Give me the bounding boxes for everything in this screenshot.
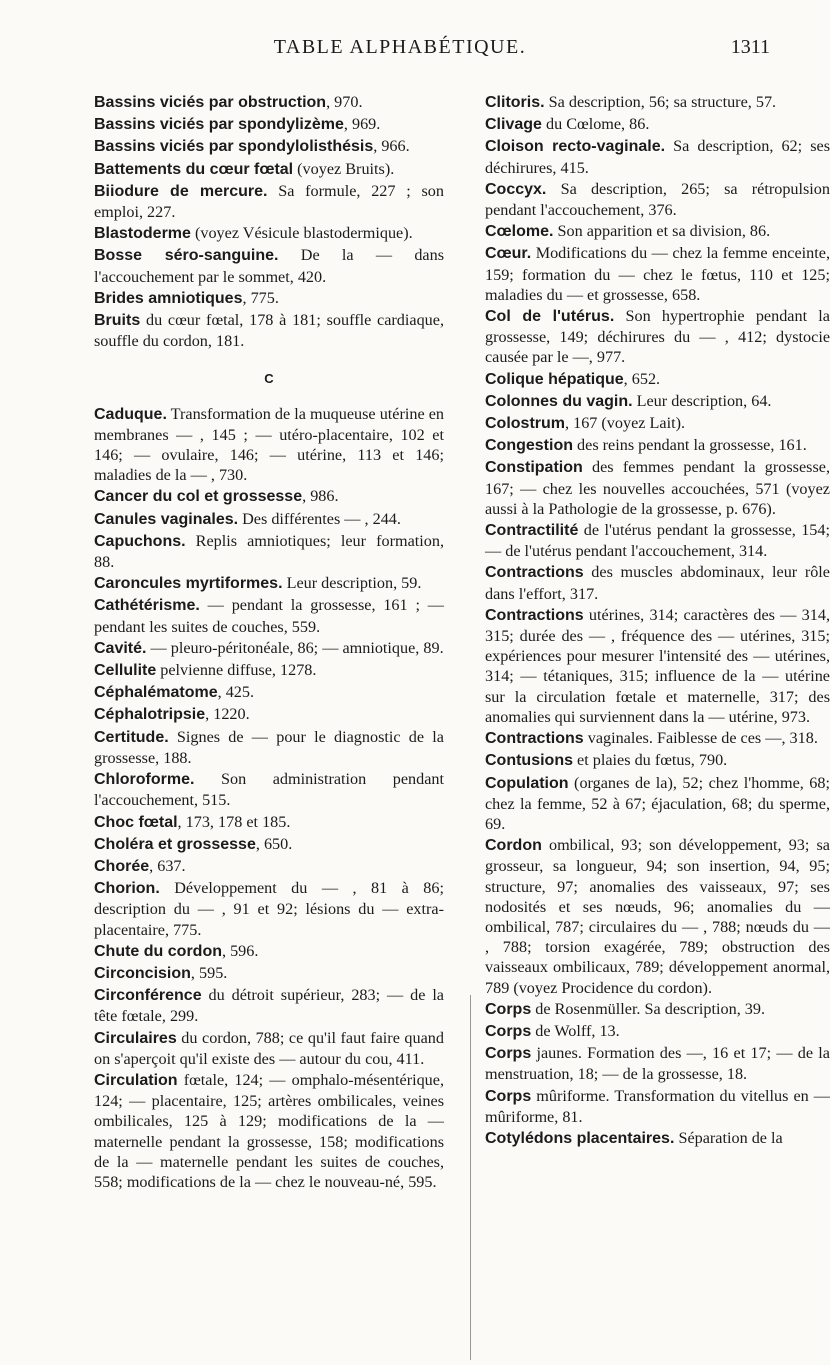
index-entry (485, 221, 830, 242)
index-entry (485, 457, 830, 519)
index-entry (94, 404, 444, 486)
entry-heading: Canules vaginales. (94, 510, 239, 528)
entry-heading: Coccyx. (485, 180, 547, 198)
index-entry (485, 520, 830, 561)
entry-text: , 595. (190, 963, 228, 982)
entry-heading: Contractilité (485, 522, 579, 540)
entry-heading: Chorée (94, 857, 150, 875)
index-entry (94, 660, 444, 681)
entry-heading: Cordon (485, 837, 542, 855)
index-entry (485, 1128, 830, 1149)
index-entry (485, 773, 830, 835)
entry-text: du cœur fœtal, 178 à 181; souffle cardiaque, souffle du cordon, 181. (94, 311, 444, 351)
entry-text: fœtale, 124; — omphalo-mésentérique, 124; — placentaire, 125; artères ombilicales, veines ombilicales, 125 à 129; modifications de la — maternelle pendant la grossesse, 158; modifications de la — maternelle pendant les suites de couches, 558; modifications de la — chez le nouveau-né, 595. (94, 1070, 444, 1191)
index-entry (485, 179, 830, 220)
entry-heading: Cotylédons placentaires. (485, 1129, 675, 1147)
entry-heading: Colostrum (485, 415, 565, 433)
index-entry (94, 159, 444, 180)
entry-text: — pendant la grossesse, 161 ; — pendant les suites de couches, 559. (94, 596, 444, 636)
entry-heading: Contusions (485, 752, 573, 770)
entry-text: (voyez Bruits). (293, 159, 395, 178)
right-column (485, 92, 830, 1150)
index-entry (485, 435, 830, 456)
entry-text: (voyez Vésicule blastodermique). (190, 224, 413, 243)
index-entry (485, 92, 830, 113)
entry-heading: Corps (485, 1045, 532, 1063)
index-entry (485, 750, 830, 771)
entry-heading: Blastoderme (94, 225, 191, 243)
index-entry (485, 562, 830, 603)
entry-text: , 775. (242, 288, 279, 307)
index-entry (94, 985, 444, 1026)
entry-text: mûriforme. Transformation du vitellus en — mûriforme, 81. (485, 1086, 830, 1126)
entry-text: du cordon, 788; ce qu'il faut faire quand on s'aperçoit qu'il existe des — autour du cou, 411. (94, 1028, 444, 1068)
entry-text: Sa description, 62; ses déchirures, 415. (485, 137, 830, 177)
entry-text: , 637. (149, 856, 186, 875)
entry-text: de l'utérus pendant la grossesse, 154; — de l'utérus pendant l'accouchement, 314. (485, 521, 830, 561)
entry-heading: Colique hépatique (485, 370, 624, 388)
index-entry (485, 306, 830, 368)
entry-text: utérines, 314; caractères des — 314, 315; durée des — , fréquence des — utérines, 315; expériences pour mesurer l'intensité des — utérines, 314; — tétaniques, 315; influence de la — utérine sur la circulation fœtale et maternelle, 317; des anomalies qui surviennent dans la — utérine, 973. (485, 605, 830, 726)
index-entry (94, 878, 444, 940)
column-rule (470, 995, 471, 1360)
index-entry (94, 509, 444, 530)
entry-text: De la — dans l'accouchement par le sommet, 420. (94, 246, 444, 286)
index-entry (485, 391, 830, 412)
entry-heading: Cathétérisme. (94, 597, 200, 615)
left-column (94, 92, 444, 1193)
index-entry (94, 769, 444, 810)
index-entry (94, 963, 444, 984)
entry-heading: Céphalématome (94, 684, 218, 702)
entry-heading: Bassins viciés par spondylizème (94, 116, 344, 134)
entry-heading: Caduque. (94, 405, 167, 423)
entry-heading: Biiodure de mercure. (94, 182, 268, 200)
entry-text: , 1220. (205, 705, 250, 724)
entry-text: jaunes. Formation des —, 16 et 17; — de la menstruation, 18; — de la grossesse, 18. (485, 1044, 830, 1084)
entries-after (94, 404, 444, 1193)
entry-text: , 167 (voyez Lait). (565, 414, 686, 433)
index-entry (94, 704, 444, 725)
index-entry (485, 728, 830, 749)
entry-text: de Wolff, 13. (531, 1021, 620, 1040)
entry-heading: Bosse séro-sanguine. (94, 247, 279, 265)
index-entry (485, 114, 830, 135)
entry-text: vaginales. Faiblesse de ces —, 318. (583, 729, 818, 748)
entry-text: Transformation de la muqueuse utérine en membranes — , 145 ; — utéro-placentaire, 102 et 146; — ovulaire, 146; — utérine, 113 et 146; maladies de la — , 730. (94, 404, 444, 485)
index-entry (94, 834, 444, 855)
entry-heading: Cœur. (485, 245, 532, 263)
entry-text: Sa description, 265; sa rétropulsion pendant l'accouchement, 376. (485, 179, 830, 220)
entry-heading: Clivage (485, 116, 542, 134)
index-entry (94, 682, 444, 703)
entry-text: Signes de — pour le diagnostic de la grossesse, 188. (94, 727, 444, 767)
entry-text: Sa description, 56; sa structure, 57. (544, 93, 777, 111)
entry-heading: Circoncision (94, 964, 191, 982)
index-entry (94, 136, 444, 157)
entry-heading: Congestion (485, 437, 573, 455)
entry-text: Séparation de la (674, 1128, 783, 1147)
index-entry (485, 369, 830, 390)
index-entry (94, 245, 444, 286)
page-header (30, 36, 770, 66)
section-letter: C (264, 371, 274, 387)
index-entry (94, 310, 444, 351)
entry-heading: Circulation (94, 1071, 178, 1089)
index-entry (94, 486, 444, 507)
entry-heading: Corps (485, 1000, 532, 1018)
page-title: TABLE ALPHABÉTIQUE. (273, 36, 527, 58)
index-entry (485, 605, 830, 727)
entry-heading: Cellulite (94, 662, 157, 680)
entry-text: Son apparition et sa division, 86. (553, 222, 771, 241)
index-entry (94, 288, 444, 309)
entry-text: , 650. (255, 834, 293, 853)
entry-heading: Céphalotripsie (94, 706, 206, 724)
entry-text: Replis amniotiques; leur formation, 88. (94, 531, 444, 572)
index-entry (94, 595, 444, 636)
entry-text: , 986. (302, 487, 339, 506)
entry-heading: Bassins viciés par obstruction (94, 94, 327, 111)
entry-text: , 425. (217, 683, 255, 702)
entry-text: des femmes pendant la grossesse, 167; — chez les nouvelles accouchées, 571 (voyez aussi à la Pathologie de la grossesse, p. 676). (485, 458, 830, 518)
entry-text: Développement du — , 81 à 86; description du — , 91 et 92; lésions du — extra-placentaire, 775. (94, 879, 444, 939)
index-entry (94, 573, 444, 594)
entry-heading: Circulaires (94, 1029, 177, 1047)
index-entry (485, 136, 830, 177)
entry-text: (organes de la), 52; chez l'homme, 68; chez la femme, 52 à 67; éjaculation, 68; du sperme, 69. (485, 773, 830, 833)
entry-text: du Cœlome, 86. (541, 115, 650, 134)
entry-text: et plaies du fœtus, 790. (573, 751, 728, 770)
entry-text: Sa formule, 227 ; son emploi, 227. (94, 181, 444, 222)
index-entry (94, 1070, 444, 1192)
entry-heading: Choc fœtal (94, 813, 178, 831)
entry-heading: Cancer du col et grossesse (94, 488, 303, 506)
entry-text: , 596. (221, 941, 259, 960)
entry-text: , 173, 178 et 185. (177, 812, 291, 831)
entry-heading: Cloison recto-vaginale. (485, 138, 666, 156)
entry-text: du détroit supérieur, 283; — de la tête fœtale, 299. (94, 986, 444, 1026)
entry-heading: Cœlome. (485, 223, 554, 241)
index-entry (485, 413, 830, 434)
index-entry (94, 181, 444, 222)
entry-text: Leur description, 59. (282, 574, 422, 593)
page-number: 1311 (730, 36, 770, 58)
entry-heading: Bassins viciés par spondylolisthésis (94, 138, 374, 156)
entry-heading: Brides amniotiques (94, 289, 243, 307)
index-entry (94, 638, 444, 659)
index-entry (94, 727, 444, 768)
entry-heading: Chorion. (94, 880, 160, 898)
entry-heading: Corps (485, 1022, 532, 1040)
entry-heading: Caroncules myrtiformes. (94, 575, 283, 593)
entry-heading: Battements du cœur fœtal (94, 160, 294, 178)
entry-heading: Corps (485, 1087, 532, 1105)
index-entry (94, 1028, 444, 1069)
entry-text: ombilical, 93; son développement, 93; sa grosseur, sa longueur, 94; son insertion, 94, 95; structure, 97; anomalies des vaisseaux, 97; ses nodosités et ses nœuds, 96; anomalies du — ombilical, 787; circulaires du — , 788; nœuds du — , 788; torsion exagérée, 789; obstruction des vaisseaux ombilicaux, 789; développement anormal, 789 (voyez Procidence du cordon). (485, 836, 830, 997)
entry-text: , 652. (623, 369, 661, 388)
entry-text: de Rosenmüller. Sa description, 39. (531, 999, 766, 1018)
index-entry (485, 1086, 830, 1127)
entry-text: des reins pendant la grossesse, 161. (573, 436, 807, 455)
entry-text: des muscles abdominaux, leur rôle dans l'effort, 317. (485, 563, 830, 603)
index-entry (485, 835, 830, 998)
entry-heading: Constipation (485, 459, 583, 477)
entry-heading: Clitoris. (485, 94, 545, 111)
entry-text: , 966. (373, 137, 410, 156)
index-entry (485, 1021, 830, 1042)
index-entry (94, 531, 444, 572)
entry-heading: Cavité. (94, 639, 147, 657)
entry-text: Son administration pendant l'accouchement, 515. (94, 770, 444, 810)
entry-heading: Contractions (485, 730, 584, 748)
entry-heading: Chloroforme. (94, 771, 195, 789)
entry-text: , 970. (326, 93, 363, 111)
index-entry (485, 999, 830, 1020)
entry-text: Des différentes — , 244. (238, 509, 401, 528)
entry-text: pelvienne diffuse, 1278. (156, 661, 317, 680)
entry-heading: Certitude. (94, 728, 169, 746)
entry-heading: Bruits (94, 312, 141, 330)
entry-text: Modifications du — chez la femme enceinte, 159; formation du — chez le fœtus, 110 et 125; maladies du — et grossesse, 658. (485, 244, 830, 304)
entry-text: Leur description, 64. (632, 391, 772, 410)
entry-text: , 969. (343, 115, 381, 134)
index-entry (94, 856, 444, 877)
index-entry (94, 941, 444, 962)
entry-heading: Contractions (485, 606, 584, 624)
index-entry (94, 812, 444, 833)
index-entry (485, 1043, 830, 1084)
index-entry (94, 114, 444, 135)
index-entry (485, 243, 830, 305)
entry-heading: Circonférence (94, 987, 202, 1005)
entry-heading: Contractions (485, 564, 584, 582)
entry-heading: Chute du cordon (94, 942, 222, 960)
entry-text: — pleuro-péritonéale, 86; — amniotique, 89. (146, 638, 444, 657)
entry-heading: Capuchons. (94, 532, 186, 550)
entries-before (94, 92, 444, 351)
entry-text: Son hypertrophie pendant la grossesse, 149; déchirures du — , 412; dystocie causée par le —, 977. (485, 307, 830, 367)
entry-heading: Col de l'utérus. (485, 308, 615, 326)
index-entry (94, 223, 444, 244)
entry-heading: Copulation (485, 774, 569, 792)
entry-heading: Colonnes du vagin. (485, 392, 633, 410)
entry-heading: Choléra et grossesse (94, 835, 256, 853)
index-entry (94, 92, 444, 113)
